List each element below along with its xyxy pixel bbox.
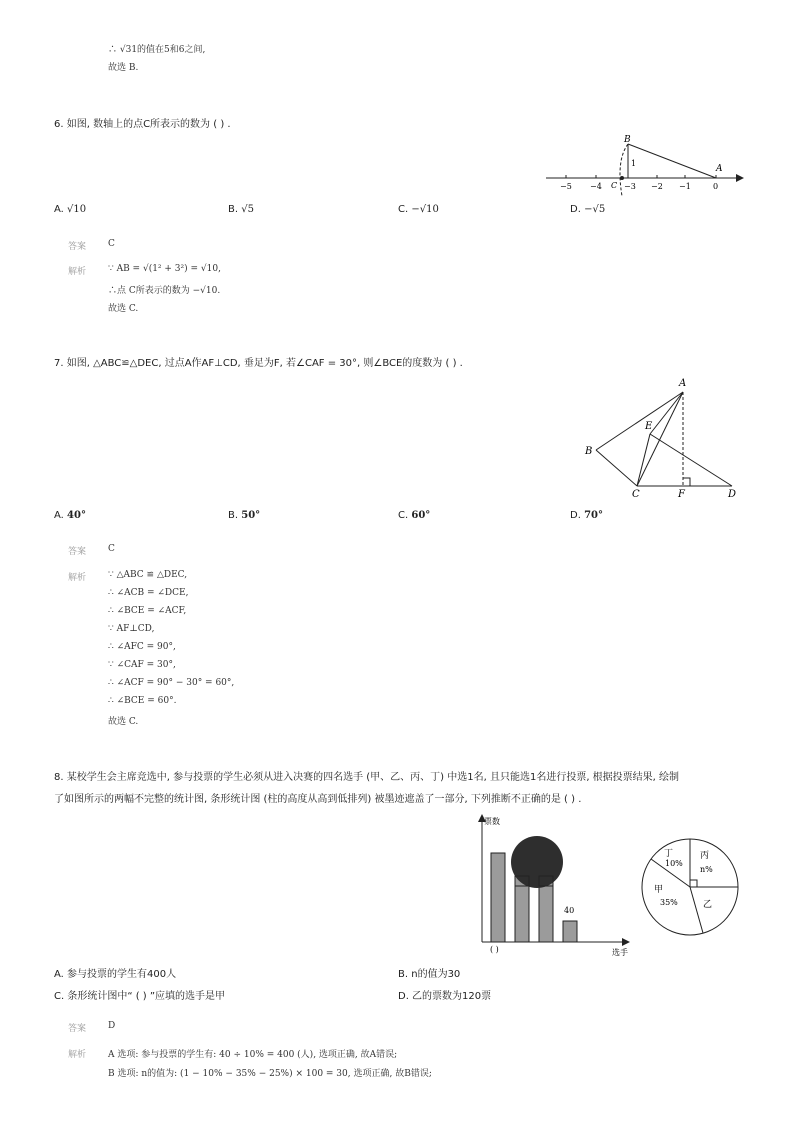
- analysis-label: 解析: [68, 267, 87, 277]
- slice-label: 丙: [700, 851, 710, 861]
- x-axis-label: 选手: [612, 948, 628, 957]
- slice-pct: 35%: [660, 898, 678, 907]
- label-a: A: [716, 164, 723, 174]
- analysis-line: ∴ ∠BCE = ∠ACF,: [108, 606, 187, 616]
- tick-label: −5: [560, 182, 572, 191]
- option-a[interactable]: A. √10: [54, 204, 87, 215]
- label-c: C: [611, 181, 618, 190]
- tick-label: −4: [590, 182, 602, 191]
- option-b[interactable]: B. √5: [228, 204, 254, 215]
- analysis-line: ∴ ∠ACB = ∠DCE,: [108, 588, 189, 598]
- label-e: E: [645, 421, 653, 432]
- analysis-line: ∴ ∠ACF = 90° − 30° = 60°,: [108, 678, 235, 688]
- analysis-label: 解析: [68, 573, 87, 583]
- slice-pct: 10%: [665, 859, 683, 868]
- option-a[interactable]: A. 参与投票的学生有400人: [54, 969, 177, 980]
- option-d[interactable]: D. −√5: [570, 204, 606, 215]
- slice-label: 丁: [664, 849, 674, 859]
- analysis-line: ∵ AB = √(1² + 3²) = √10,: [108, 264, 221, 274]
- analysis-line: ∵ AF⊥CD,: [108, 624, 155, 634]
- category-label: ( ): [490, 945, 499, 954]
- label-b: B: [585, 446, 593, 457]
- label-a: A: [679, 378, 687, 389]
- question-6-stem: 6. 如图, 数轴上的点C所表示的数为 ( ) .: [54, 119, 231, 130]
- analysis-line: 故选 C.: [108, 717, 139, 727]
- option-d[interactable]: D. 乙的票数为120票: [398, 991, 492, 1002]
- tick-label: 0: [713, 182, 719, 191]
- option-c[interactable]: C. 条形统计图中“ ( ) ”应填的选手是甲: [54, 991, 226, 1002]
- analysis-line: ∴ ∠BCE = 60°.: [108, 696, 177, 706]
- analysis-line: ∵ ∠CAF = 30°,: [108, 660, 176, 670]
- answer-label: 答案: [68, 1024, 87, 1034]
- option-d[interactable]: D. 70°: [570, 510, 603, 521]
- answer-value: C: [108, 239, 115, 249]
- bar-value-label: 40: [564, 906, 575, 915]
- analysis-label: 解析: [68, 1050, 87, 1060]
- analysis-line: 故选 C.: [108, 304, 139, 314]
- answer-value: D: [108, 1021, 116, 1031]
- question-7-stem: 7. 如图, △ABC≌△DEC, 过点A作AF⊥CD, 垂足为F, 若∠CAF = 30°, 则∠BCE的度数为 ( ) .: [54, 358, 463, 369]
- answer-label: 答案: [68, 547, 87, 557]
- label-b: B: [624, 135, 631, 145]
- tick-label: −3: [624, 182, 636, 191]
- analysis-line: 故选 B.: [108, 63, 139, 73]
- label-d: D: [728, 489, 737, 500]
- tick-label: −1: [679, 182, 691, 191]
- answer-value: C: [108, 544, 115, 554]
- option-c[interactable]: C. −√10: [398, 204, 439, 215]
- slice-label: 甲: [654, 885, 664, 895]
- analysis-line: ∴ √31的值在5和6之间,: [108, 45, 206, 55]
- option-b[interactable]: B. n的值为30: [398, 969, 461, 980]
- analysis-line: ∴ ∠AFC = 90°,: [108, 642, 176, 652]
- analysis-line: ∴点 C所表示的数为 −√10.: [108, 286, 221, 296]
- analysis-line: A 选项: 参与投票的学生有: 40 ÷ 10% = 400 (人), 选项正确, 故A错误;: [108, 1050, 398, 1060]
- tick-label: −2: [651, 182, 663, 191]
- question-8-stem-line2: 了如图所示的两幅不完整的统计图, 条形统计图 (柱的高度从高到低排列) 被墨迹遮盖了一部分, 下列推断不正确的是 ( ) .: [54, 794, 582, 805]
- option-b[interactable]: B. 50°: [228, 510, 261, 521]
- y-axis-label: 票数: [484, 817, 500, 826]
- label-f: F: [678, 489, 685, 500]
- option-c[interactable]: C. 60°: [398, 510, 431, 521]
- option-a[interactable]: A. 40°: [54, 510, 86, 521]
- answer-label: 答案: [68, 242, 87, 252]
- label-one: 1: [631, 159, 637, 168]
- slice-pct: n%: [700, 865, 713, 874]
- slice-label: 乙: [703, 900, 713, 910]
- label-c: C: [632, 489, 640, 500]
- analysis-line: B 选项: n的值为: (1 − 10% − 35% − 25%) × 100 = 30, 选项正确, 故B错误;: [108, 1069, 432, 1079]
- analysis-line: ∵ △ABC ≌ △DEC,: [108, 570, 188, 580]
- question-8-stem-line1: 8. 某校学生会主席竞选中, 参与投票的学生必须从进入决赛的四名选手 (甲、乙、丙、丁) 中选1名, 且只能选1名进行投票, 根据投票结果, 绘制: [54, 772, 680, 783]
